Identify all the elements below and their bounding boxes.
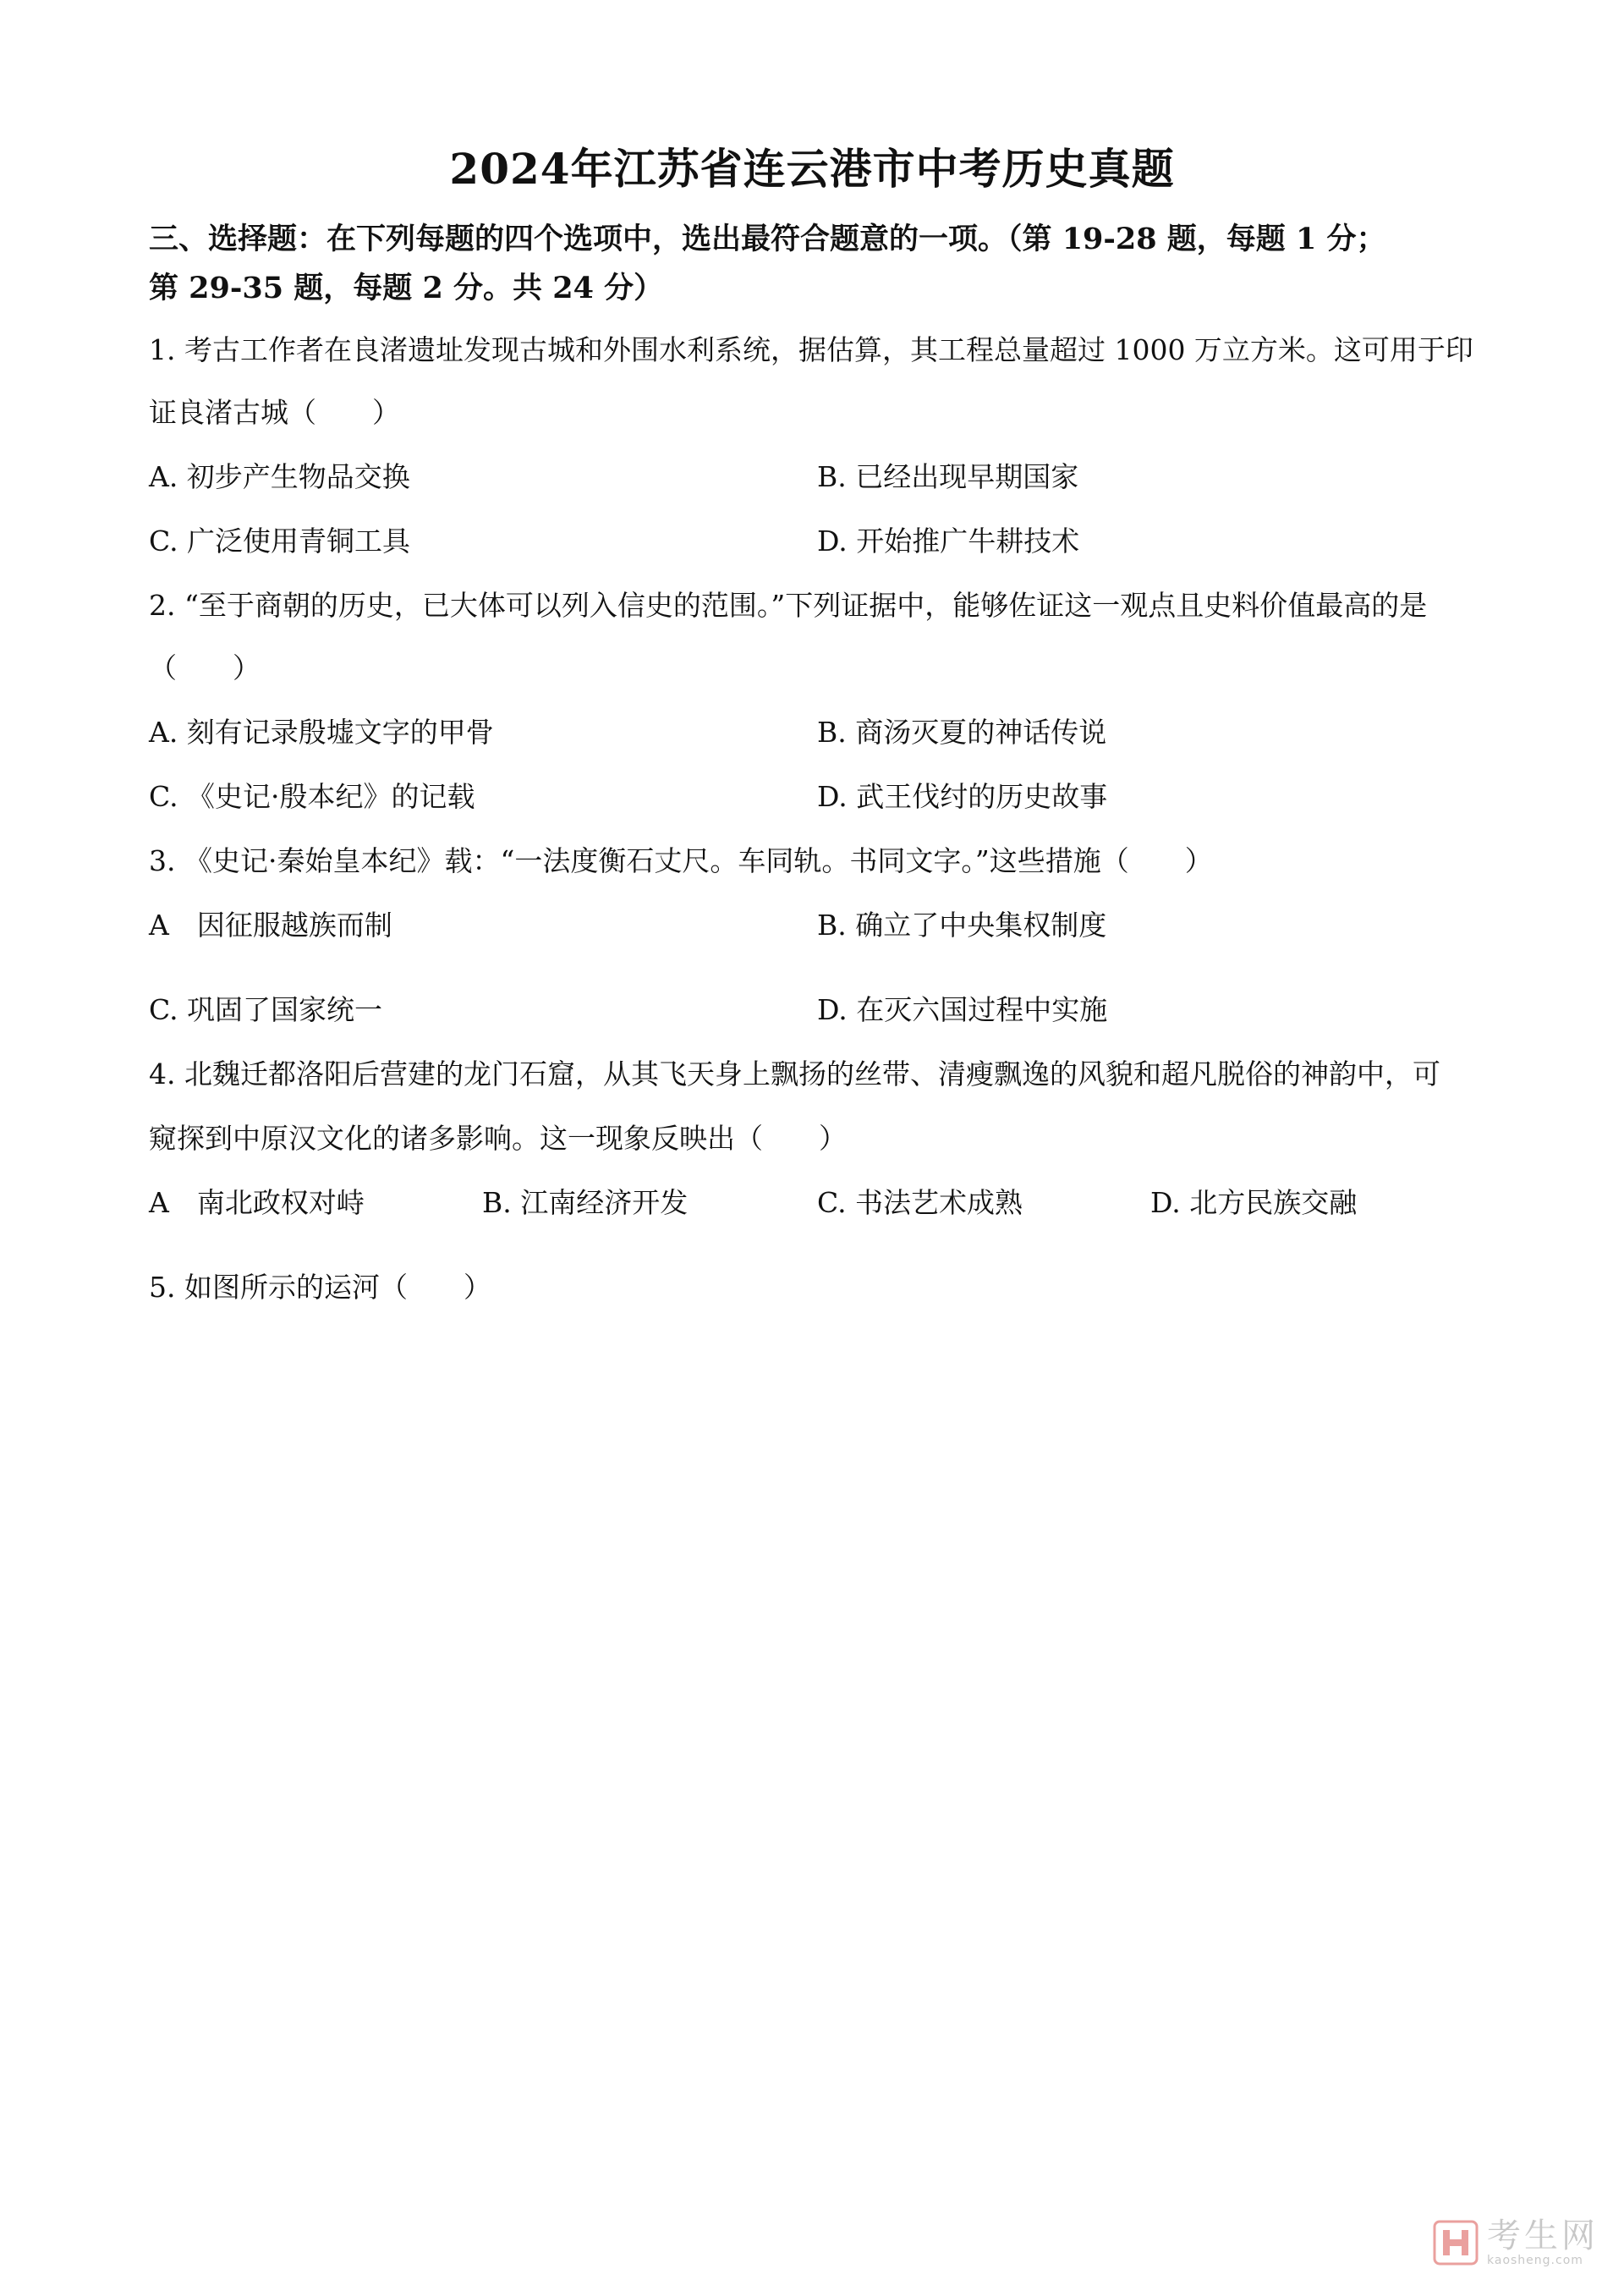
question-3-option-d: D. 在灭六国过程中实施: [817, 993, 1108, 1026]
section-heading-line-2: 第 29-35 题，每题 2 分。共 24 分）: [149, 271, 664, 305]
question-3-option-c: C. 巩固了国家统一: [149, 993, 383, 1026]
question-2-option-b: B. 商汤灭夏的神话传说: [817, 716, 1107, 749]
question-5-stem-line-1: 5. 如图所示的运河（ ）: [149, 1271, 491, 1304]
question-4-option-d: D. 北方民族交融: [1150, 1186, 1358, 1219]
question-4-stem-line-1: 4. 北魏迁都洛阳后营建的龙门石窟，从其飞天身上飘扬的丝带、清瘦飘逸的风貌和超凡脱俗的神韵中，可: [149, 1057, 1440, 1090]
question-2-option-c: C. 《史记·殷本纪》的记载: [149, 780, 475, 813]
kaosheng-logo-icon: [1433, 2220, 1479, 2266]
question-2-stem-line-1: 2. “至于商朝的历史，已大体可以列入信史的范围。”下列证据中，能够佐证这一观点且史料价值最高的是: [149, 589, 1428, 622]
question-3-option-a: A 因征服越族而制: [149, 909, 392, 942]
kaosheng-watermark: [1433, 2218, 1599, 2267]
page-title: 2024年江苏省连云港市中考历史真题: [449, 144, 1175, 194]
question-3-stem-line-1: 3. 《史记·秦始皇本纪》载：“一法度衡石丈尺。车同轨。书同文字。”这些措施（ ）: [149, 844, 1213, 877]
section-heading: [149, 215, 1485, 313]
question-1-option-d: D. 开始推广牛耕技术: [817, 525, 1080, 558]
question-4-option-a: A 南北政权对峙: [149, 1186, 365, 1219]
question-1-stem-line-2: 证良渚古城（ ）: [149, 396, 400, 429]
question-1-option-c: C. 广泛使用青铜工具: [149, 525, 411, 558]
question-3-option-b: B. 确立了中央集权制度: [817, 909, 1107, 942]
section-heading-line-1: 三、选择题：在下列每题的四个选项中，选出最符合题意的一项。（第 19-28 题，每题 1 分；: [149, 222, 1386, 256]
question-4-option-b: B. 江南经济开发: [482, 1186, 689, 1219]
question-1-stem-line-1: 1. 考古工作者在良渚遗址发现古城和外围水利系统，据估算，其工程总量超过 1000 万立方米。这可用于印: [149, 333, 1473, 366]
question-1-option-a: A. 初步产生物品交换: [149, 460, 410, 493]
question-1-option-b: B. 已经出现早期国家: [817, 460, 1079, 493]
watermark-domain: kaosheng.com: [1487, 2254, 1583, 2267]
question-2-option-d: D. 武王伐纣的历史故事: [817, 780, 1108, 813]
question-2-option-a: A. 刻有记录殷墟文字的甲骨: [149, 716, 494, 749]
question-4-option-c: C. 书法艺术成熟: [817, 1186, 1023, 1219]
watermark-brand: 考生网: [1487, 2216, 1599, 2255]
question-2-stem-line-2: （ ）: [149, 651, 261, 684]
question-4-stem-line-2: 窥探到中原汉文化的诸多影响。这一现象反映出（ ）: [149, 1122, 847, 1155]
